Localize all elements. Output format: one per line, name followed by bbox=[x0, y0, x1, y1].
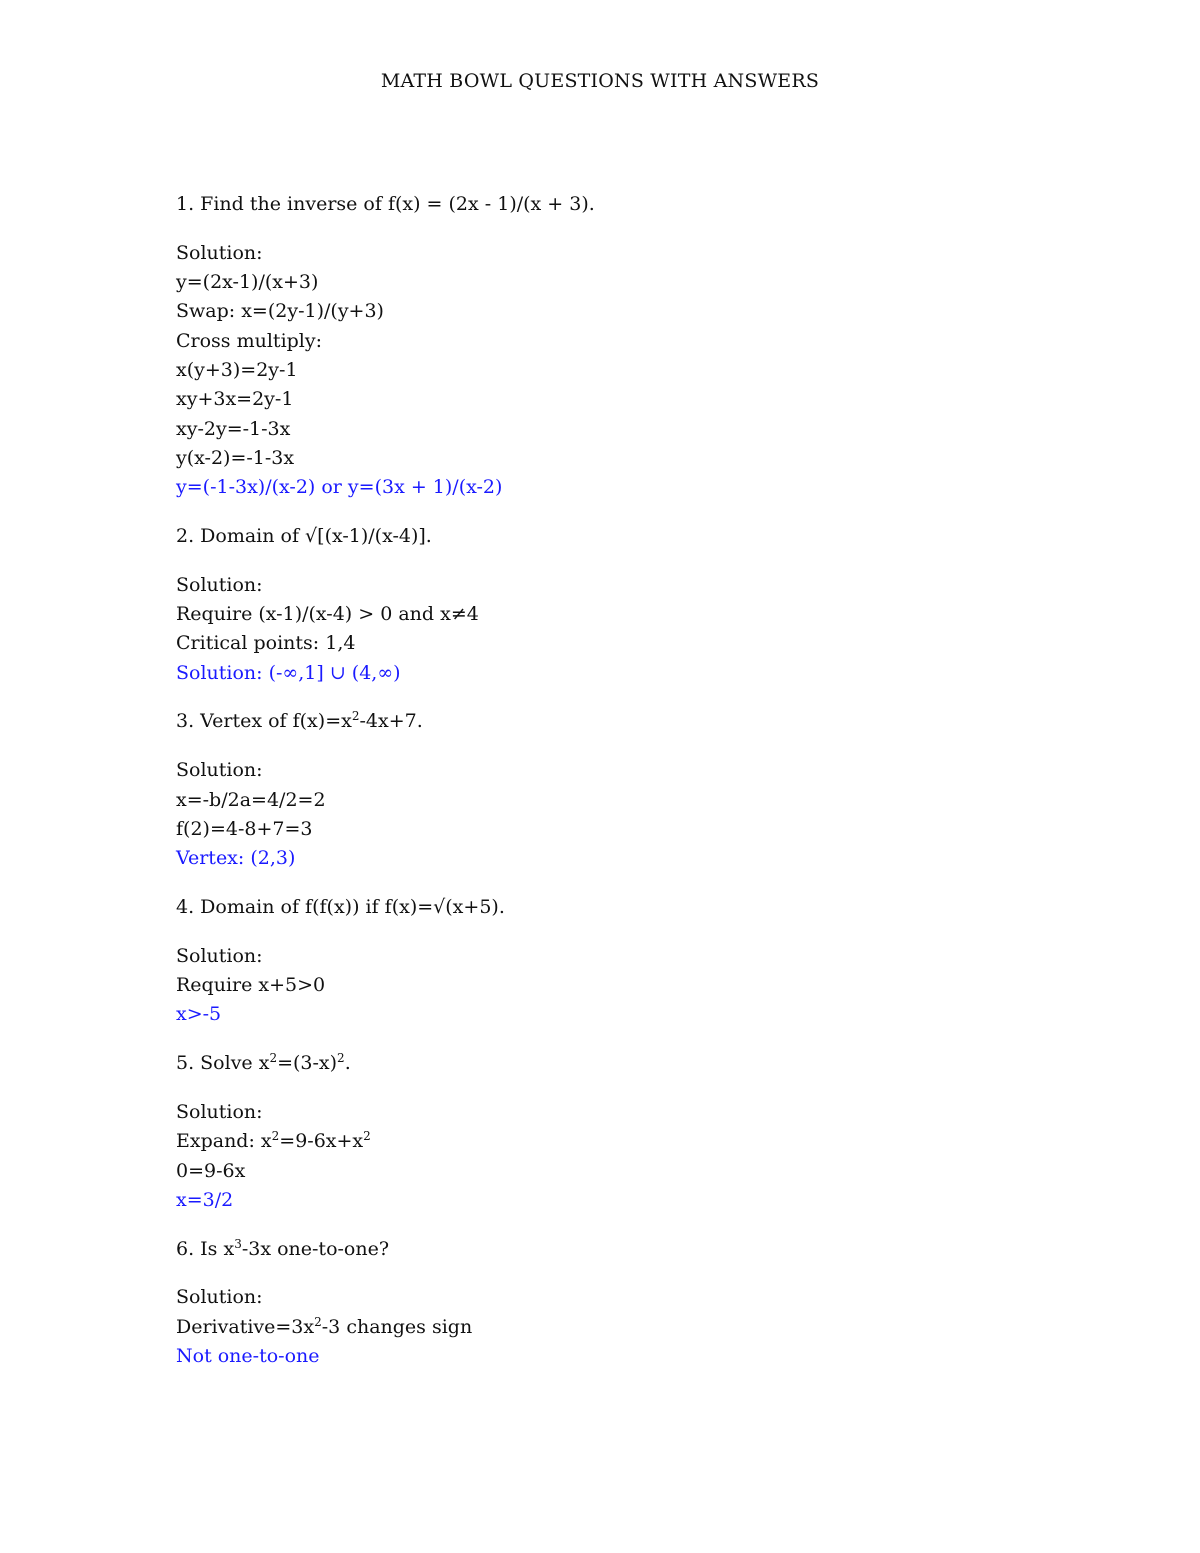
problem-6-step-1 bbox=[176, 1313, 1076, 1342]
problem-6-question-text: 6. Is x bbox=[176, 1237, 235, 1260]
problem-1-step-6: xy-2y=-1-3x bbox=[176, 417, 291, 440]
problem-6-step-1-text: Derivative=3x bbox=[176, 1315, 315, 1338]
problem-4-question: 4. Domain of f(f(x)) if f(x)=√(x+5). bbox=[176, 895, 505, 918]
problem-5-step-2: 0=9-6x bbox=[176, 1159, 246, 1182]
problem-2-solution-label: Solution: bbox=[176, 573, 263, 596]
problem-6-question bbox=[176, 1235, 1076, 1264]
problem-5-question bbox=[176, 1049, 1076, 1078]
problem-4-answer: x>-5 bbox=[176, 1003, 222, 1026]
problem-5-solution-label: Solution: bbox=[176, 1100, 263, 1123]
problem-1-step-4: x(y+3)=2y-1 bbox=[176, 358, 298, 381]
problem-1-step-1: y=(2x-1)/(x+3) bbox=[176, 271, 319, 294]
problem-5-question-text-end: . bbox=[344, 1052, 351, 1075]
problem-3-answer: Vertex: (2,3) bbox=[176, 847, 296, 870]
problem-4-solution-label: Solution: bbox=[176, 944, 263, 967]
problem-3-solution-label: Solution: bbox=[176, 759, 263, 782]
problem-1 bbox=[176, 190, 1076, 502]
problem-1-step-5: xy+3x=2y-1 bbox=[176, 388, 294, 411]
problem-5-step-1 bbox=[176, 1127, 1076, 1156]
problem-3 bbox=[176, 707, 1076, 873]
problem-1-step-2: Swap: x=(2y-1)/(y+3) bbox=[176, 300, 384, 323]
problem-3-question-exponent: 2 bbox=[351, 709, 360, 724]
problem-3-step-1: x=-b/2a=4/2=2 bbox=[176, 788, 326, 811]
problem-5-question-text: 5. Solve x bbox=[176, 1052, 270, 1075]
problem-5-step-1-exponent-1: 2 bbox=[271, 1129, 280, 1144]
problem-1-step-7: y(x-2)=-1-3x bbox=[176, 446, 295, 469]
problem-5-step-1-exponent-2: 2 bbox=[363, 1129, 371, 1144]
problem-2-step-1: Require (x-1)/(x-4) > 0 and x≠4 bbox=[176, 603, 479, 626]
problem-5 bbox=[176, 1049, 1076, 1215]
problem-3-question-text: 3. Vertex of f(x)=x bbox=[176, 710, 352, 733]
problem-6 bbox=[176, 1235, 1076, 1372]
problem-1-question: 1. Find the inverse of f(x) = (2x - 1)/(x + 3). bbox=[176, 193, 595, 215]
problem-4 bbox=[176, 893, 1076, 1030]
problem-2-question: 2. Domain of √[(x-1)/(x-4)]. bbox=[176, 524, 432, 547]
problem-6-solution-label: Solution: bbox=[176, 1286, 263, 1309]
problem-3-question bbox=[176, 707, 1076, 736]
problem-3-step-2: f(2)=4-8+7=3 bbox=[176, 817, 313, 840]
problem-5-step-1-text: Expand: x bbox=[176, 1130, 272, 1153]
problem-6-question-text-end: -3x one-to-one? bbox=[241, 1237, 390, 1260]
problem-2-answer: Solution: (-∞,1] ∪ (4,∞) bbox=[176, 661, 401, 684]
problem-6-step-1-text-end: -3 changes sign bbox=[321, 1315, 473, 1338]
problem-2 bbox=[176, 522, 1076, 688]
problem-5-question-exponent-1: 2 bbox=[269, 1051, 278, 1066]
problem-6-question-exponent: 3 bbox=[234, 1236, 242, 1251]
problem-5-question-text-mid: =(3-x) bbox=[277, 1052, 338, 1075]
problem-5-answer: x=3/2 bbox=[176, 1188, 234, 1211]
problem-3-question-text-end: -4x+7. bbox=[359, 710, 423, 733]
document-body bbox=[176, 190, 1076, 1391]
problem-6-answer: Not one-to-one bbox=[176, 1345, 320, 1367]
problem-2-step-2: Critical points: 1,4 bbox=[176, 632, 356, 655]
problem-1-answer: y=(-1-3x)/(x-2) or y=(3x + 1)/(x-2) bbox=[176, 476, 503, 499]
problem-5-question-exponent-2: 2 bbox=[337, 1051, 345, 1066]
problem-5-step-1-text-mid: =9-6x+x bbox=[279, 1130, 364, 1153]
problem-4-step-1: Require x+5>0 bbox=[176, 974, 326, 997]
problem-1-solution-label: Solution: bbox=[176, 241, 263, 264]
document-title: MATH BOWL QUESTIONS WITH ANSWERS bbox=[380, 70, 820, 92]
problem-6-step-1-exponent: 2 bbox=[314, 1314, 322, 1329]
problem-1-step-3: Cross multiply: bbox=[176, 329, 323, 352]
